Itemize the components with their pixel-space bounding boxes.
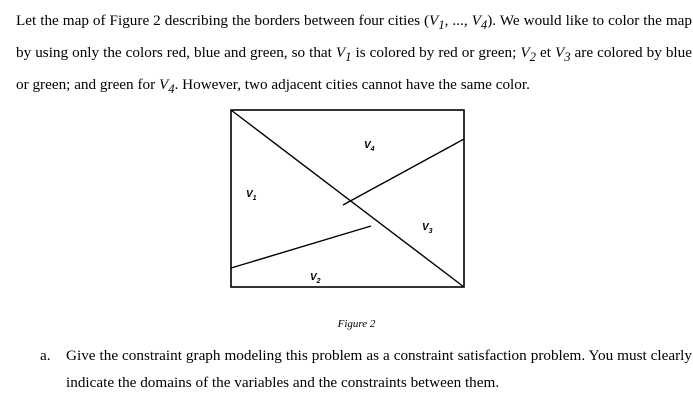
figure-caption: Figure 2 (337, 318, 376, 330)
map-figure (224, 104, 470, 292)
region-label-v4: $V_4$ (364, 140, 375, 153)
question-a (40, 342, 692, 396)
border-line-diagonal (231, 110, 464, 287)
intro-text-4: et (535, 44, 555, 62)
region-label-v2: $V_2$ (310, 272, 321, 285)
var-v1: $V_1$ (429, 12, 445, 33)
region-label-v1: $V_1$ (246, 189, 257, 202)
intro-text-5: are colored by blue or green; and green for (16, 44, 692, 94)
intro-sep: , ..., (444, 12, 472, 29)
var-v4-second: $V_4$ (158, 76, 175, 97)
intro-text-2: ). We would like to color the map by using only the colors red, blue and green, so that (16, 12, 692, 62)
question-text: Give the constraint graph modeling this problem as a constraint satisfaction problem. You must clearly indicate the domains of the variables and the constraints between them. (66, 347, 692, 391)
var-v2: $V_2$ (520, 44, 536, 65)
border-line-lower (231, 226, 371, 268)
problem-statement (16, 7, 692, 103)
intro-text-6: . However, two adjacent cities cannot have the same color. (174, 76, 530, 94)
region-label-v3: $V_3$ (422, 222, 433, 235)
var-v3: $V_3$ (554, 44, 571, 65)
question-marker: a. (40, 347, 51, 364)
intro-text-3: is colored by red or green; (351, 44, 521, 62)
intro-text-1: Let the map of Figure 2 describing the borders between four cities ( (16, 12, 430, 29)
var-v1-second: $V_1$ (335, 44, 352, 65)
border-line-upper (343, 139, 464, 205)
map-diagram (224, 104, 470, 292)
var-v4: $V_4$ (471, 12, 488, 33)
